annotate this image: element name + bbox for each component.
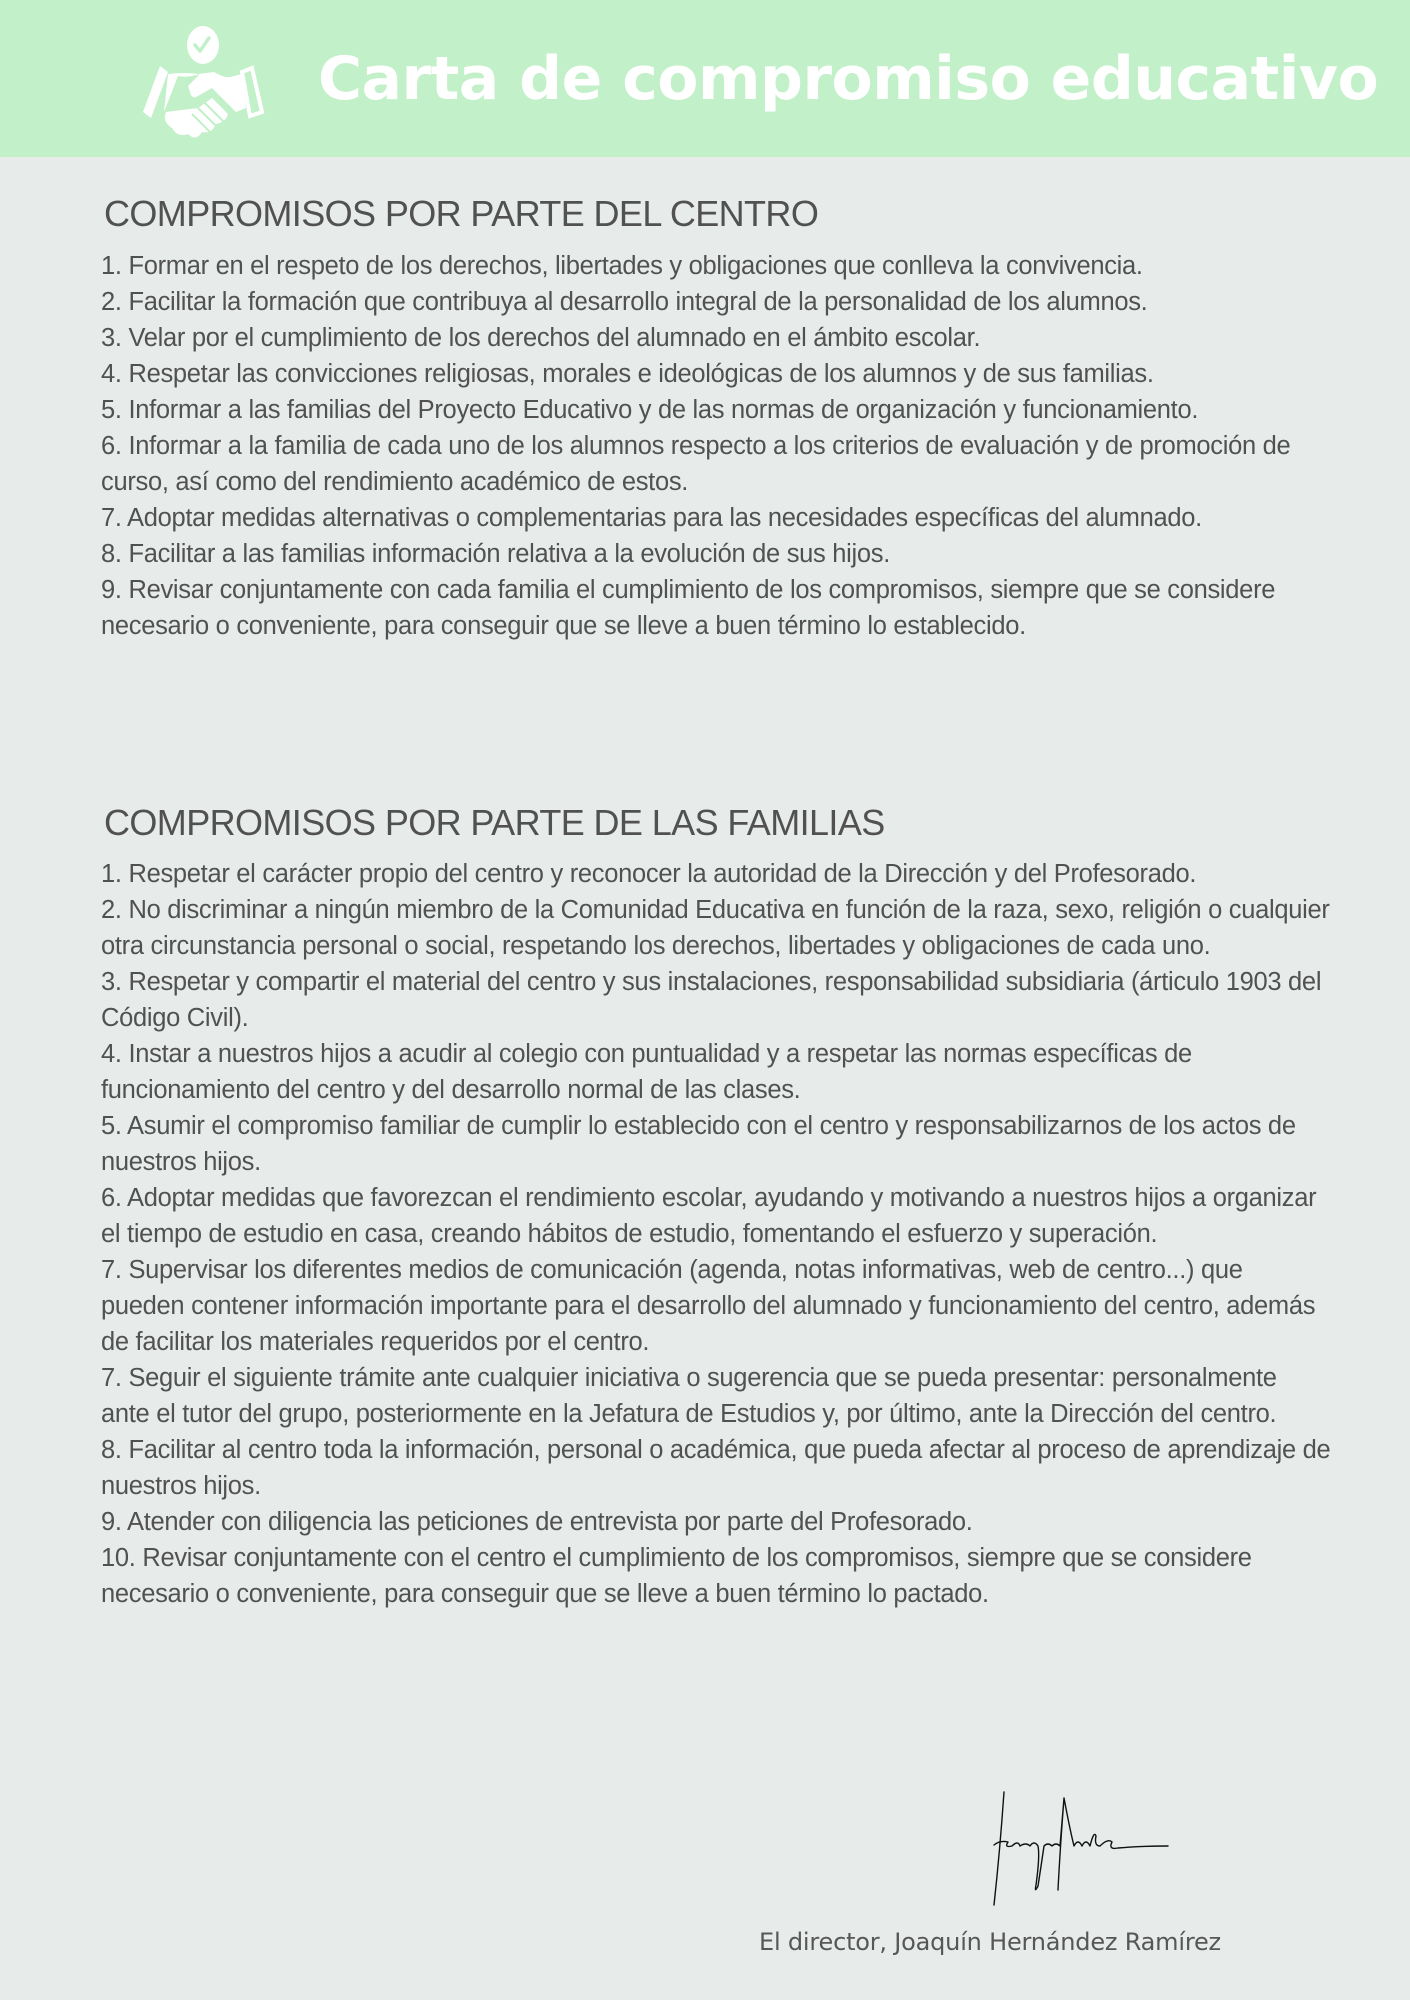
- section-heading-familias: COMPROMISOS POR PARTE DE LAS FAMILIAS: [104, 802, 885, 843]
- document-title: Carta de compromiso educativo: [318, 44, 1379, 114]
- commitment-item: 9. Revisar conjuntamente con cada familia el cumplimiento de los compromisos, siempre que se considere necesario o conveniente, para conseguir que se lleve a buen término lo establecido.: [101, 576, 1276, 640]
- commitment-item: 3. Respetar y compartir el material del centro y sus instalaciones, responsabilidad subsidiaria (árticulo 1903 del Código Civil).: [101, 968, 1322, 1032]
- commitment-item: 9. Atender con diligencia las peticiones de entrevista por parte del Profesorado.: [101, 1508, 973, 1536]
- commitment-item: 1. Formar en el respeto de los derechos, libertades y obligaciones que conlleva la convivencia.: [101, 252, 1143, 280]
- commitment-item: 6. Informar a la familia de cada uno de los alumnos respecto a los criterios de evaluación y de promoción de curso, así como del rendimiento académico de estos.: [101, 432, 1291, 496]
- handshake-check-icon: [138, 22, 273, 144]
- signer-name: El director, Joaquín Hernández Ramírez: [759, 1928, 1221, 1956]
- commitments-list-familias: [101, 856, 1331, 1612]
- commitment-item: 5. Asumir el compromiso familiar de cumplir lo establecido con el centro y responsabilizarnos de los actos de nuestros hijos.: [101, 1112, 1296, 1176]
- commitment-item: 7. Adoptar medidas alternativas o complementarias para las necesidades específicas del alumnado.: [101, 504, 1202, 532]
- commitment-item: 5. Informar a las familias del Proyecto Educativo y de las normas de organización y funcionamiento.: [101, 396, 1199, 424]
- commitment-item: 4. Instar a nuestros hijos a acudir al colegio con puntualidad y a respetar las normas específicas de funcionamiento del centro y del desarrollo normal de las clases.: [101, 1040, 1192, 1104]
- commitment-item: 2. Facilitar la formación que contribuya al desarrollo integral de la personalidad de los alumnos.: [101, 288, 1148, 316]
- commitment-item: 8. Facilitar al centro toda la información, personal o académica, que pueda afectar al proceso de aprendizaje de nuestros hijos.: [101, 1436, 1331, 1500]
- section-heading-centro: COMPROMISOS POR PARTE DEL CENTRO: [104, 193, 819, 234]
- header-banner: [0, 0, 1410, 157]
- commitment-item: 1. Respetar el carácter propio del centro y reconocer la autoridad de la Dirección y del Profesorado.: [101, 860, 1197, 888]
- commitment-item: 8. Facilitar a las familias información relativa a la evolución de sus hijos.: [101, 540, 891, 568]
- signature-icon: [990, 1790, 1170, 1915]
- commitment-item: 3. Velar por el cumplimiento de los derechos del alumnado en el ámbito escolar.: [101, 324, 981, 352]
- commitment-item: 7. Seguir el siguiente trámite ante cualquier iniciativa o sugerencia que se pueda presentar: personalmente ante el tutor del grupo, posteriormente en la Jefatura de Estudios y, por último, ante la Dirección del centro.: [101, 1364, 1277, 1428]
- commitment-item: 7. Supervisar los diferentes medios de comunicación (agenda, notas informativas, web de centro...) que pueden contener información importante para el desarrollo del alumnado y funcionamiento del centro, además de facilitar los materiales requeridos por el centro.: [101, 1256, 1316, 1356]
- commitments-list-centro: [101, 248, 1331, 644]
- commitment-item: 6. Adoptar medidas que favorezcan el rendimiento escolar, ayudando y motivando a nuestros hijos a organizar el tiempo de estudio en casa, creando hábitos de estudio, fomentando el esfuerzo y superación.: [101, 1184, 1317, 1248]
- commitment-item: 2. No discriminar a ningún miembro de la Comunidad Educativa en función de la raza, sexo, religión o cualquier otra circunstancia personal o social, respetando los derechos, libertades y obligaciones de cada uno.: [101, 896, 1330, 960]
- commitment-item: 10. Revisar conjuntamente con el centro el cumplimiento de los compromisos, siempre que se considere necesario o conveniente, para conseguir que se lleve a buen término lo pactado.: [101, 1544, 1252, 1608]
- commitment-item: 4. Respetar las convicciones religiosas, morales e ideológicas de los alumnos y de sus familias.: [101, 360, 1154, 388]
